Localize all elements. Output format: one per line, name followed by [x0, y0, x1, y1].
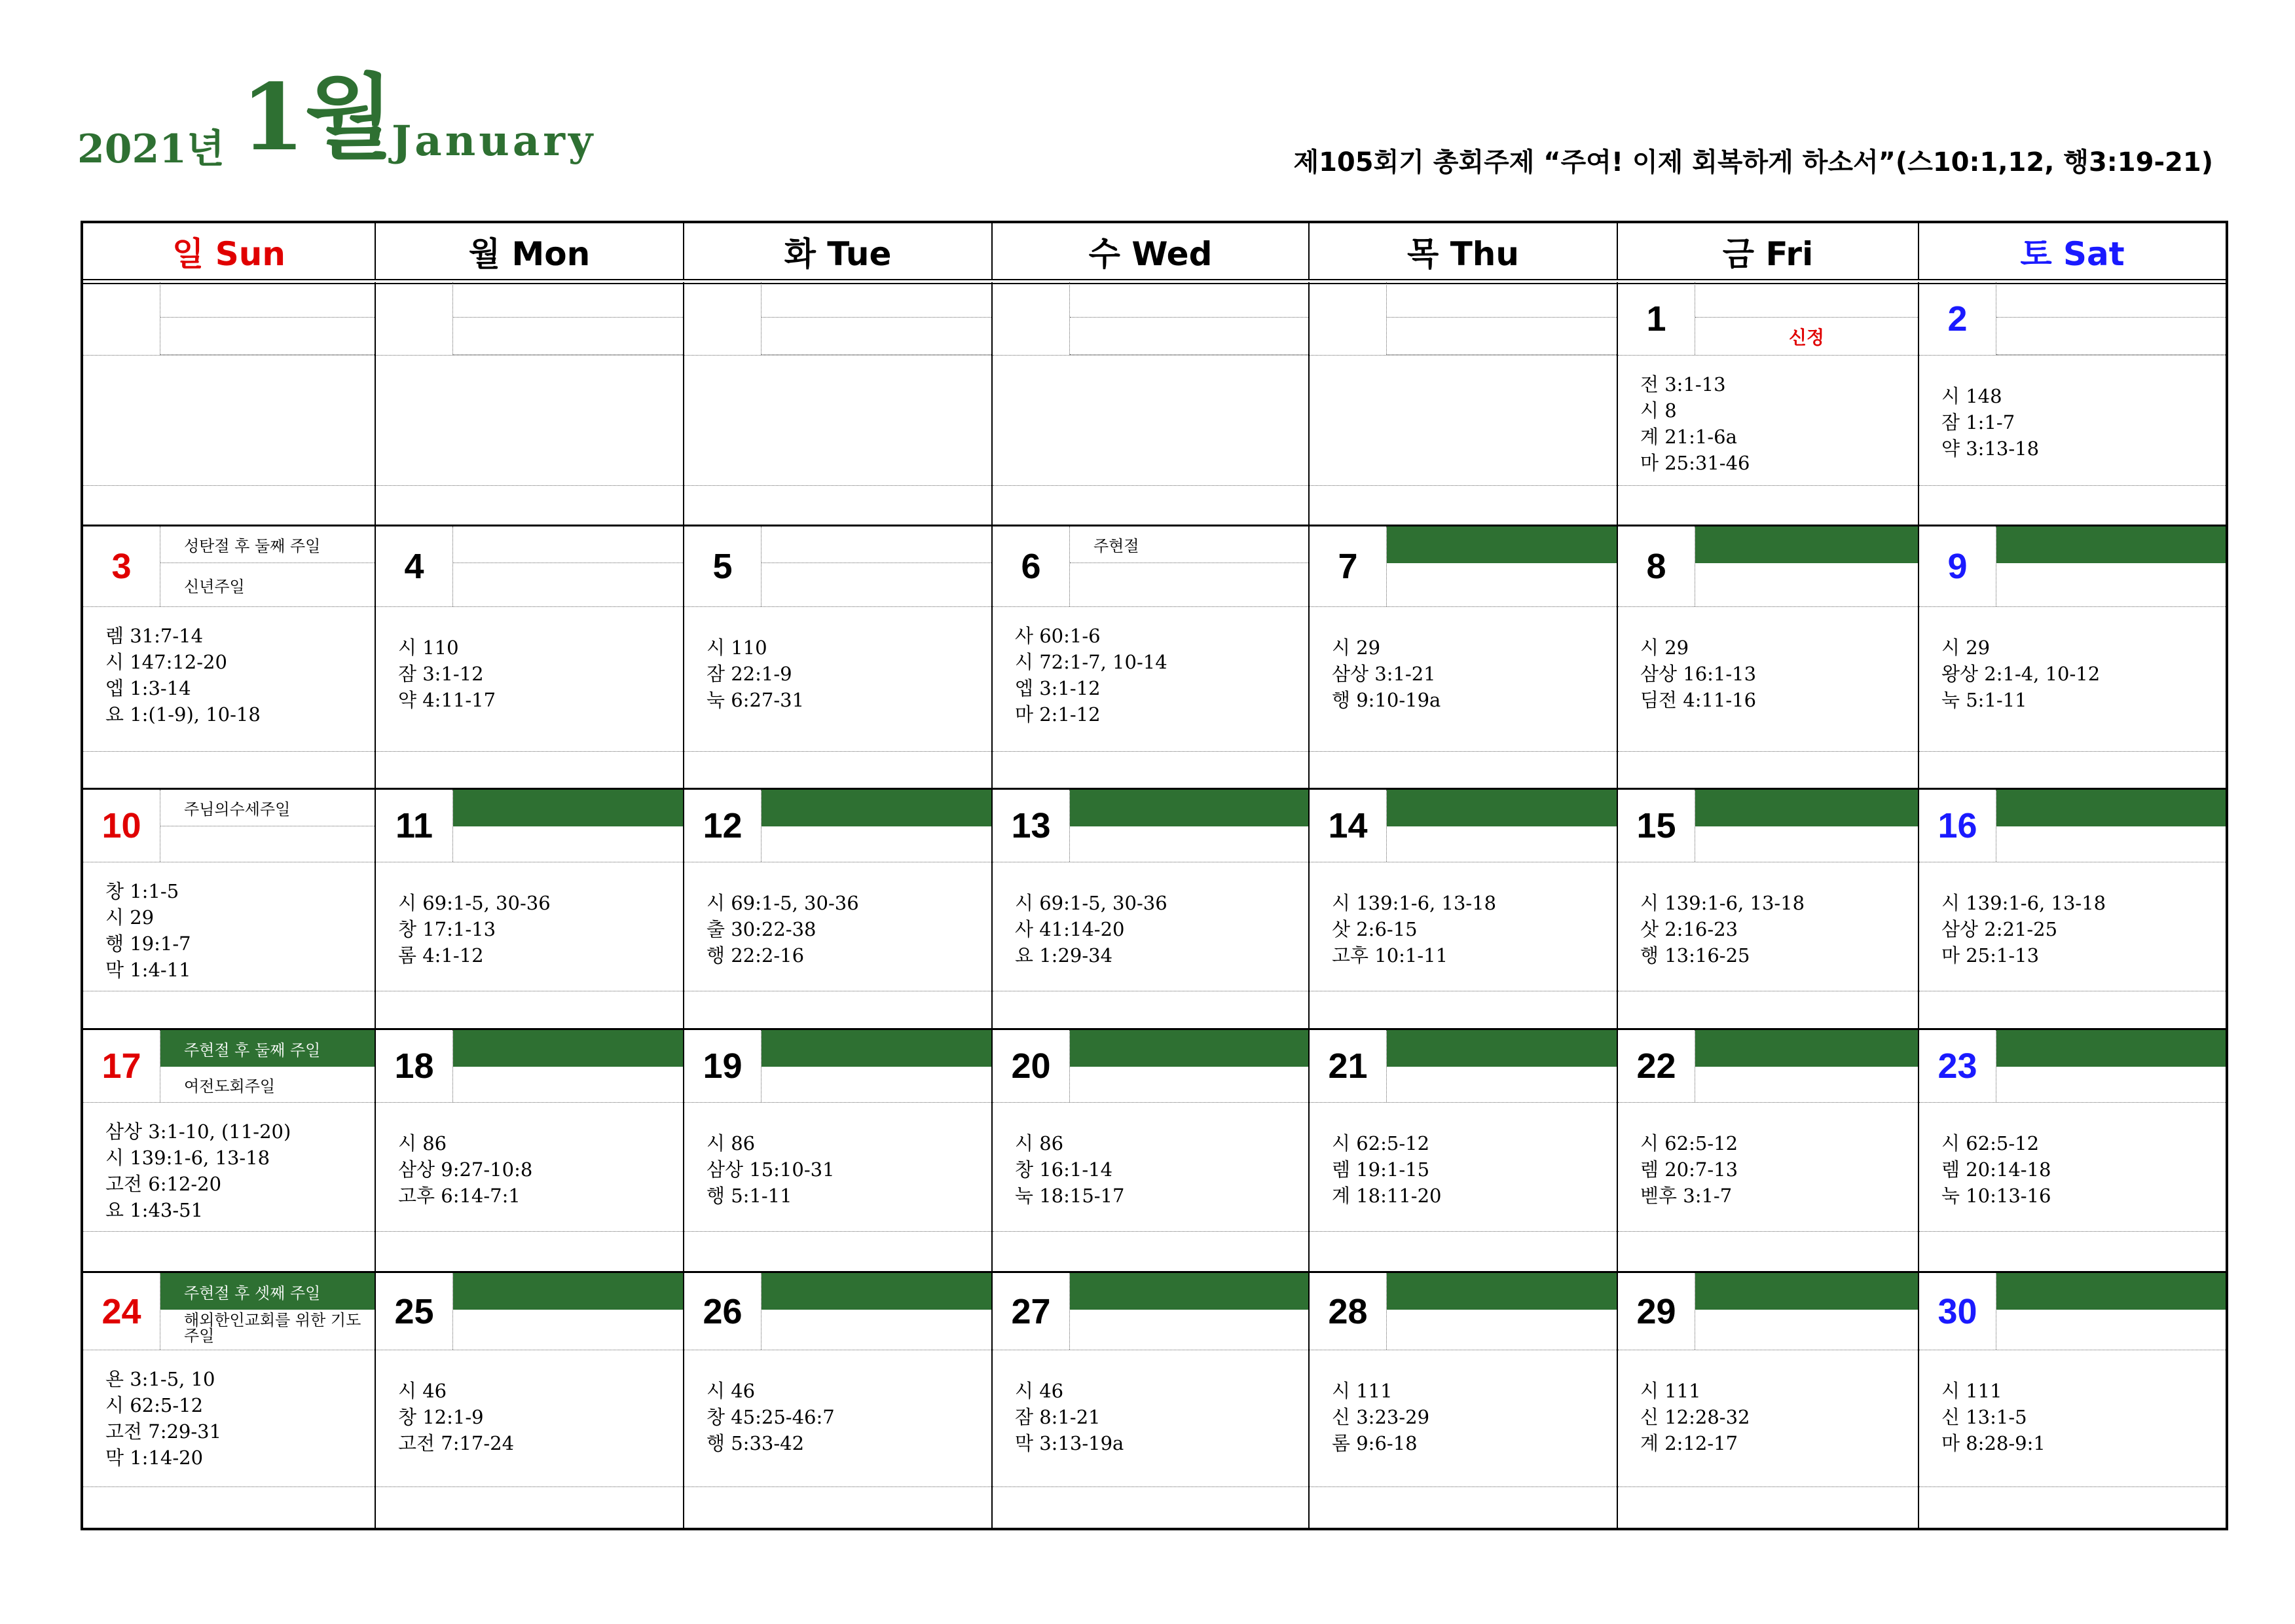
reading-line: 삼상 3:1-10, (11-20): [105, 1120, 291, 1143]
observance-label: [1695, 1273, 1918, 1310]
reading-line: 행 13:16-25: [1640, 944, 1750, 967]
reading-line: 요 1:29-34: [1015, 944, 1113, 967]
day-cell: [991, 1273, 1308, 1528]
reading-line: 롬 4:1-12: [398, 944, 484, 967]
reading-line: 잠 1:1-7: [1941, 411, 2015, 434]
day-cell: [83, 526, 375, 788]
day-cell: [83, 1273, 375, 1528]
observance-sublabel: [1387, 1067, 1617, 1102]
day-cell: [1918, 526, 2226, 788]
reading-line: 시 46: [707, 1380, 756, 1402]
day-number: 6: [993, 526, 1070, 606]
reading-line: 시 29: [1332, 637, 1381, 659]
day-number: 17: [83, 1030, 160, 1102]
scripture-readings: [1919, 1350, 2226, 1487]
observance-label: [1695, 282, 1918, 318]
observance-label: [1695, 790, 1918, 826]
reading-line: 엡 3:1-12: [1015, 677, 1101, 699]
day-number: 15: [1618, 790, 1695, 862]
reading-line: 삼상 15:10-31: [707, 1158, 835, 1181]
scripture-readings: [684, 606, 991, 752]
scripture-readings: [1919, 606, 2226, 752]
observance-sublabel: [1387, 1310, 1617, 1350]
scripture-readings: [993, 862, 1308, 991]
reading-line: 마 25:1-13: [1941, 944, 2040, 967]
day-cell: [375, 526, 683, 788]
observance-sublabel: [1996, 563, 2226, 606]
reading-line: 벧후 3:1-7: [1640, 1185, 1733, 1207]
reading-line: 렘 31:7-14: [105, 625, 204, 647]
scripture-readings: [83, 606, 375, 752]
day-number: 24: [83, 1273, 160, 1350]
day-cell: [1617, 1030, 1918, 1271]
observance-label: [453, 526, 683, 563]
reading-line: 시 86: [1015, 1132, 1064, 1154]
day-number: 28: [1310, 1273, 1387, 1350]
observance-sublabel: [1070, 563, 1308, 606]
scripture-readings: [993, 355, 1308, 486]
observance-label: [453, 1030, 683, 1067]
observance-label: [1070, 1273, 1308, 1310]
observance-sublabel: [1695, 1067, 1918, 1102]
reading-line: 시 111: [1640, 1380, 1701, 1402]
reading-line: 고전 6:12-20: [105, 1173, 222, 1195]
observance-sublabel: [1695, 563, 1918, 606]
reading-line: 막 3:13-19a: [1015, 1432, 1124, 1454]
observance-sublabel: [1387, 318, 1617, 355]
weekday-header: 월 Mon: [375, 223, 683, 279]
scripture-readings: [993, 1102, 1308, 1232]
observance-sublabel: [1387, 563, 1617, 606]
day-number: 10: [83, 790, 160, 862]
day-cell: [683, 526, 991, 788]
reading-line: 계 18:11-20: [1332, 1185, 1442, 1207]
reading-line: 잠 22:1-9: [707, 663, 792, 685]
day-number: 11: [376, 790, 453, 862]
reading-line: 눅 6:27-31: [707, 689, 805, 711]
observance-sublabel: [1070, 1067, 1308, 1102]
day-cell: [1308, 526, 1617, 788]
day-cell: [375, 790, 683, 1028]
observance-sublabel: [160, 826, 375, 862]
reading-line: 눅 10:13-16: [1941, 1185, 2051, 1207]
reading-line: 시 139:1-6, 13-18: [105, 1147, 270, 1169]
week-row: [83, 525, 2226, 788]
reading-line: 왕상 2:1-4, 10-12: [1941, 663, 2101, 685]
day-cell: [1918, 790, 2226, 1028]
reading-line: 욘 3:1-5, 10: [105, 1368, 215, 1390]
reading-line: 창 1:1-5: [105, 880, 179, 902]
day-number: 7: [1310, 526, 1387, 606]
scripture-readings: [1919, 355, 2226, 486]
observance-sublabel: [453, 826, 683, 862]
observance-sublabel: [762, 826, 991, 862]
reading-line: 창 12:1-9: [398, 1406, 484, 1428]
reading-line: 행 9:10-19a: [1332, 689, 1441, 711]
scripture-readings: [1310, 606, 1617, 752]
day-number: 26: [684, 1273, 762, 1350]
observance-sublabel: [453, 1067, 683, 1102]
reading-line: 시 62:5-12: [105, 1394, 204, 1416]
observance-sublabel: [762, 1067, 991, 1102]
day-cell: [1918, 282, 2226, 525]
observance-sublabel: [453, 563, 683, 606]
observance-label: [1996, 1273, 2226, 1310]
scripture-readings: [684, 1102, 991, 1232]
reading-line: 시 69:1-5, 30-36: [398, 892, 551, 914]
assembly-theme: 제105회기 총회주제 “주여! 이제 회복하게 하소서”(스10:1,12, 행3:19-21): [1293, 147, 2213, 177]
observance-label: [1070, 790, 1308, 826]
day-cell: [683, 282, 991, 525]
weekday-header: 화 Tue: [683, 223, 991, 279]
reading-line: 시 111: [1332, 1380, 1393, 1402]
observance-sublabel: [1996, 1067, 2226, 1102]
reading-line: 창 17:1-13: [398, 918, 496, 940]
month-english-label: January: [392, 117, 597, 166]
day-number: 25: [376, 1273, 453, 1350]
scripture-readings: [83, 1102, 375, 1232]
day-number: [684, 282, 762, 355]
reading-line: 고전 7:29-31: [105, 1420, 222, 1443]
scripture-readings: [1618, 355, 1918, 486]
day-number: 27: [993, 1273, 1070, 1350]
scripture-readings: [1618, 1102, 1918, 1232]
reading-line: 삼상 9:27-10:8: [398, 1158, 533, 1181]
reading-line: 사 41:14-20: [1015, 918, 1125, 940]
day-cell: [375, 1030, 683, 1271]
observance-sublabel: 해외한인교회를 위한 기도주일: [184, 1311, 361, 1345]
scripture-readings: [83, 355, 375, 486]
week-row: [83, 1271, 2226, 1528]
day-number: [83, 282, 160, 355]
observance-sublabel: 신정: [1788, 326, 1825, 348]
observance-label: [1387, 1273, 1617, 1310]
day-cell: [991, 526, 1308, 788]
observance-label: [1387, 526, 1617, 563]
day-cell: [83, 790, 375, 1028]
reading-line: 시 69:1-5, 30-36: [1015, 892, 1167, 914]
reading-line: 마 2:1-12: [1015, 703, 1101, 726]
reading-line: 시 139:1-6, 13-18: [1640, 892, 1805, 914]
reading-line: 잠 8:1-21: [1015, 1406, 1101, 1428]
scripture-readings: [1618, 606, 1918, 752]
reading-line: 고전 7:17-24: [398, 1432, 515, 1454]
day-cell: [1308, 790, 1617, 1028]
observance-sublabel: [1387, 826, 1617, 862]
day-number: 14: [1310, 790, 1387, 862]
scripture-readings: [1618, 1350, 1918, 1487]
observance-label: [1996, 526, 2226, 563]
day-cell: [1617, 526, 1918, 788]
reading-line: 신 13:1-5: [1941, 1406, 2027, 1428]
reading-line: 삼상 2:21-25: [1941, 918, 2058, 940]
scripture-readings: [1310, 1350, 1617, 1487]
reading-line: 전 3:1-13: [1640, 373, 1726, 396]
reading-line: 신 3:23-29: [1332, 1406, 1430, 1428]
scripture-readings: [1919, 1102, 2226, 1232]
observance-label: [1387, 1030, 1617, 1067]
observance-label: 성탄절 후 둘째 주일: [160, 526, 375, 563]
observance-sublabel: [453, 318, 683, 355]
day-number: [1310, 282, 1387, 355]
reading-line: 사 60:1-6: [1015, 625, 1101, 647]
observance-sublabel: [453, 1310, 683, 1350]
day-cell: [83, 282, 375, 525]
weekday-header: 수 Wed: [991, 223, 1308, 279]
observance-sublabel: [1695, 826, 1918, 862]
reading-line: 계 2:12-17: [1640, 1432, 1738, 1454]
scripture-readings: [376, 1102, 683, 1232]
day-number: 20: [993, 1030, 1070, 1102]
reading-line: 약 3:13-18: [1941, 437, 2040, 460]
scripture-readings: [1310, 862, 1617, 991]
observance-sublabel: 여전도회주일: [184, 1077, 276, 1096]
reading-line: 롬 9:6-18: [1332, 1432, 1418, 1454]
observance-sublabel: [1996, 826, 2226, 862]
scripture-readings: [1618, 862, 1918, 991]
reading-line: 행 5:33-42: [707, 1432, 805, 1454]
observance-label: [160, 282, 375, 318]
observance-label: [1695, 1030, 1918, 1067]
reading-line: 고후 10:1-11: [1332, 944, 1448, 967]
reading-line: 렘 20:7-13: [1640, 1158, 1738, 1181]
day-cell: [375, 282, 683, 525]
scripture-readings: [83, 1350, 375, 1487]
day-cell: [1617, 1273, 1918, 1528]
observance-label: [1387, 790, 1617, 826]
observance-sublabel: [762, 1310, 991, 1350]
observance-label: [1996, 790, 2226, 826]
day-number: 3: [83, 526, 160, 606]
day-number: 12: [684, 790, 762, 862]
observance-sublabel: [1070, 1310, 1308, 1350]
scripture-readings: [376, 606, 683, 752]
reading-line: 시 46: [1015, 1380, 1064, 1402]
scripture-readings: [376, 862, 683, 991]
reading-line: 약 4:11-17: [398, 689, 496, 711]
scripture-readings: [376, 355, 683, 486]
day-number: 19: [684, 1030, 762, 1102]
year-label: 2021년: [77, 126, 225, 172]
observance-label: [453, 790, 683, 826]
day-number: 29: [1618, 1273, 1695, 1350]
scripture-readings: [684, 1350, 991, 1487]
weekday-header: 목 Thu: [1308, 223, 1617, 279]
reading-line: 시 8: [1640, 399, 1677, 422]
scripture-readings: [993, 606, 1308, 752]
reading-line: 렘 20:14-18: [1941, 1158, 2051, 1181]
observance-label: [1070, 1030, 1308, 1067]
reading-line: 시 147:12-20: [105, 651, 227, 673]
day-number: 1: [1618, 282, 1695, 355]
reading-line: 시 62:5-12: [1941, 1132, 2040, 1154]
day-number: 21: [1310, 1030, 1387, 1102]
reading-line: 삿 2:6-15: [1332, 918, 1418, 940]
day-cell: [991, 282, 1308, 525]
reading-line: 딤전 4:11-16: [1640, 689, 1757, 711]
observance-label: 주현절 후 둘째 주일: [160, 1030, 375, 1067]
day-cell: [991, 790, 1308, 1028]
reading-line: 삼상 16:1-13: [1640, 663, 1757, 685]
reading-line: 시 72:1-7, 10-14: [1015, 651, 1167, 673]
reading-line: 막 1:14-20: [105, 1447, 204, 1469]
scripture-readings: [1919, 862, 2226, 991]
week-row: [83, 282, 2226, 525]
reading-line: 행 5:1-11: [707, 1185, 792, 1207]
observance-label: [762, 1273, 991, 1310]
reading-line: 시 69:1-5, 30-36: [707, 892, 859, 914]
reading-line: 삼상 3:1-21: [1332, 663, 1436, 685]
weekday-header: 금 Fri: [1617, 223, 1918, 279]
day-number: 5: [684, 526, 762, 606]
reading-line: 시 29: [1640, 637, 1689, 659]
reading-line: 시 139:1-6, 13-18: [1332, 892, 1497, 914]
observance-label: [453, 282, 683, 318]
scripture-readings: [1310, 1102, 1617, 1232]
reading-line: 계 21:1-6a: [1640, 426, 1737, 448]
reading-line: 신 12:28-32: [1640, 1406, 1750, 1428]
observance-label: [762, 790, 991, 826]
observance-label: [762, 526, 991, 563]
reading-line: 요 1:(1-9), 10-18: [105, 703, 261, 726]
reading-line: 요 1:43-51: [105, 1199, 204, 1221]
scripture-readings: [83, 862, 375, 991]
day-number: 16: [1919, 790, 1996, 862]
reading-line: 시 139:1-6, 13-18: [1941, 892, 2106, 914]
reading-line: 행 19:1-7: [105, 932, 191, 955]
day-number: 2: [1919, 282, 1996, 355]
observance-label: [1996, 282, 2226, 318]
day-number: 30: [1919, 1273, 1996, 1350]
reading-line: 눅 18:15-17: [1015, 1185, 1125, 1207]
day-cell: [683, 790, 991, 1028]
reading-line: 시 62:5-12: [1640, 1132, 1738, 1154]
scripture-readings: [1310, 355, 1617, 486]
day-number: 18: [376, 1030, 453, 1102]
day-number: [376, 282, 453, 355]
observance-sublabel: [1996, 1310, 2226, 1350]
observance-label: 주현절 후 셋째 주일: [160, 1273, 375, 1310]
reading-line: 눅 5:1-11: [1941, 689, 2027, 711]
observance-sublabel: [1996, 318, 2226, 355]
scripture-readings: [993, 1350, 1308, 1487]
observance-sublabel: 신년주일: [184, 577, 245, 596]
week-row: [83, 788, 2226, 1028]
reading-line: 마 25:31-46: [1640, 452, 1750, 474]
day-number: 22: [1618, 1030, 1695, 1102]
observance-sublabel: [762, 318, 991, 355]
observance-label: 주님의수세주일: [160, 790, 375, 826]
day-number: 9: [1919, 526, 1996, 606]
day-cell: [1918, 1030, 2226, 1271]
reading-line: 엡 1:3-14: [105, 677, 191, 699]
scripture-readings: [684, 355, 991, 486]
reading-line: 시 110: [707, 637, 767, 659]
day-cell: [1918, 1273, 2226, 1528]
day-cell: [1308, 1273, 1617, 1528]
observance-sublabel: [1695, 1310, 1918, 1350]
day-cell: [683, 1030, 991, 1271]
observance-label: [1387, 282, 1617, 318]
reading-line: 시 148: [1941, 385, 2002, 407]
day-number: 8: [1618, 526, 1695, 606]
reading-line: 행 22:2-16: [707, 944, 805, 967]
scripture-readings: [376, 1350, 683, 1487]
observance-label: [1070, 282, 1308, 318]
scripture-readings: [684, 862, 991, 991]
reading-line: 마 8:28-9:1: [1941, 1432, 2046, 1454]
reading-line: 삿 2:16-23: [1640, 918, 1738, 940]
reading-line: 창 45:25-46:7: [707, 1406, 835, 1428]
weekday-header-row: [83, 223, 2226, 280]
day-cell: [1617, 282, 1918, 525]
month-label: 1월: [241, 64, 394, 172]
reading-line: 시 110: [398, 637, 459, 659]
observance-sublabel: [762, 563, 991, 606]
observance-sublabel: [1070, 826, 1308, 862]
reading-line: 막 1:4-11: [105, 959, 191, 981]
reading-line: 시 86: [707, 1132, 756, 1154]
reading-line: 시 111: [1941, 1380, 2002, 1402]
reading-line: 시 62:5-12: [1332, 1132, 1430, 1154]
day-cell: [83, 1030, 375, 1271]
reading-line: 잠 3:1-12: [398, 663, 484, 685]
day-cell: [375, 1273, 683, 1528]
observance-label: 주현절: [1070, 526, 1308, 563]
observance-label: [1695, 526, 1918, 563]
day-cell: [1617, 790, 1918, 1028]
observance-sublabel: [1070, 318, 1308, 355]
observance-label: [1996, 1030, 2226, 1067]
reading-line: 출 30:22-38: [707, 918, 817, 940]
reading-line: 시 29: [105, 906, 155, 929]
week-row: [83, 1028, 2226, 1271]
observance-sublabel: [160, 318, 375, 355]
day-cell: [683, 1273, 991, 1528]
observance-label: [762, 282, 991, 318]
day-number: [993, 282, 1070, 355]
weekday-header: 토 Sat: [1918, 223, 2226, 279]
reading-line: 시 29: [1941, 637, 1991, 659]
reading-line: 시 46: [398, 1380, 447, 1402]
reading-line: 고후 6:14-7:1: [398, 1185, 521, 1207]
day-number: 4: [376, 526, 453, 606]
day-cell: [1308, 282, 1617, 525]
reading-line: 창 16:1-14: [1015, 1158, 1113, 1181]
day-cell: [1308, 1030, 1617, 1271]
day-number: 23: [1919, 1030, 1996, 1102]
observance-label: [453, 1273, 683, 1310]
observance-label: [762, 1030, 991, 1067]
reading-line: 렘 19:1-15: [1332, 1158, 1430, 1181]
day-cell: [991, 1030, 1308, 1271]
reading-line: 시 86: [398, 1132, 447, 1154]
weekday-header: 일 Sun: [172, 234, 285, 273]
day-number: 13: [993, 790, 1070, 862]
calendar-grid: [81, 221, 2228, 1530]
